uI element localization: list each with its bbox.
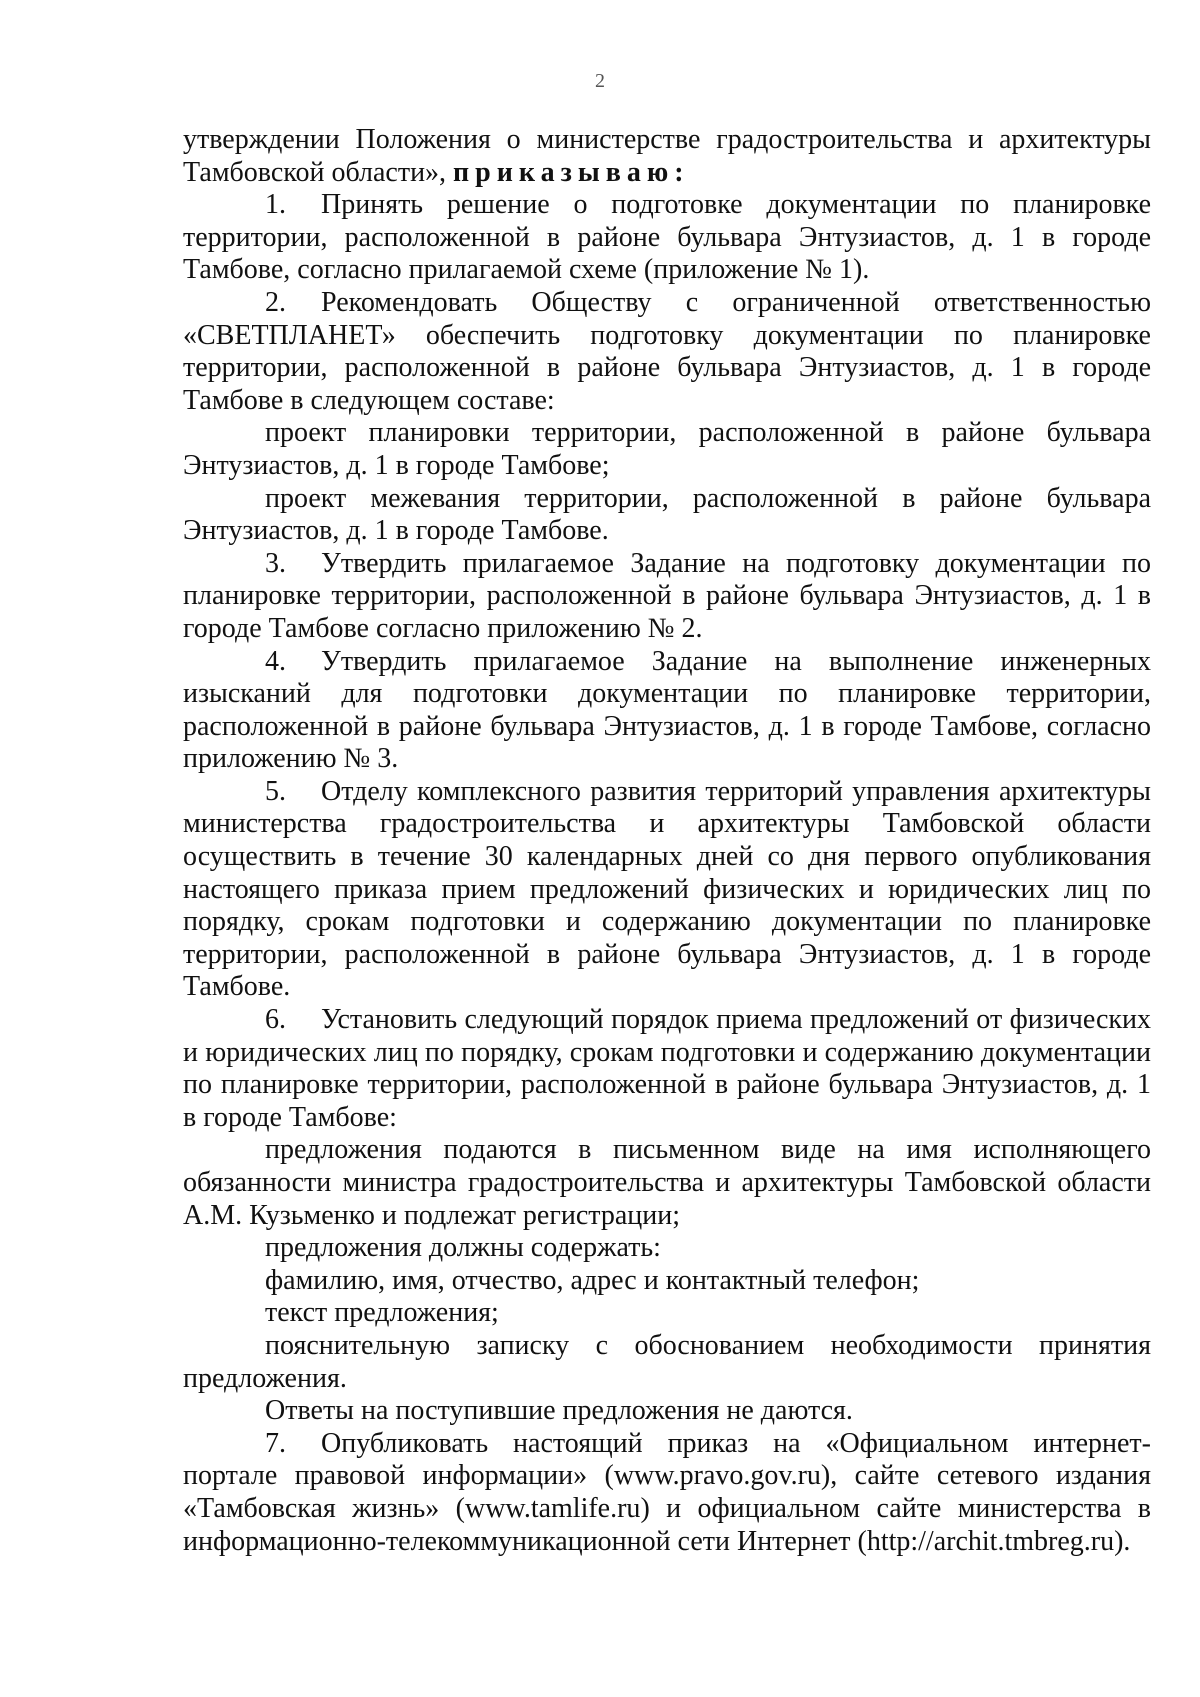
intro-paragraph [183, 124, 1151, 189]
item-6-subitem: пояснительную записку с обоснованием необходимости принятия предложения. [183, 1329, 1151, 1394]
item-text: Утвердить прилагаемое Задание на выполнение инженерных изысканий для подготовки документации по планировке территории, расположенной в районе бульвара Энтузиастов, д. 1 в городе Тамбове, согласно приложению № 3. [183, 645, 1151, 775]
intro-text: утверждении Положения о министерстве градостроительства и архитектуры Тамбовской области», [183, 124, 1151, 188]
item-6-subitem: текст предложения; [265, 1297, 499, 1329]
item-text-part: Опубликовать настоящий приказ на «Официальном интернет-портале правовой информации» ( [183, 1427, 1151, 1492]
item-number: 1. [265, 189, 286, 221]
page-number: 2 [595, 70, 605, 92]
item-6-subitem: фамилию, имя, отчество, адрес и контактный телефон; [265, 1264, 920, 1296]
item-5 [183, 776, 1151, 1004]
item-number: 3. [265, 547, 286, 579]
item-text: Утвердить прилагаемое Задание на подготовку документации по планировке территории, расположенной в районе бульвара Энтузиастов, д. 1 в городе Тамбове согласно приложению № 2. [183, 547, 1151, 644]
order-word: приказываю: [453, 156, 690, 188]
item-2 [183, 287, 1151, 417]
item-6-subitem: Ответы на поступившие предложения не даются. [265, 1395, 853, 1427]
item-text-part: ) и официальном сайте министерства в информационно-телекоммуникационной сети Интернет ( [183, 1492, 1151, 1557]
item-text: Установить следующий порядок приема предложений от физических и юридических лиц по порядку, срокам подготовки и содержанию документации по планировке территории, расположенной в районе бульвара Энтузиастов, д. 1 в городе Тамбове: [183, 1004, 1151, 1133]
item-text: Рекомендовать Обществу с ограниченной ответственностью «СВЕТПЛАНЕТ» обеспечить подготовку документации по планировке территории, расположенной в районе бульвара Энтузиастов, д. 1 в городе Тамбове в следующем составе: [183, 286, 1151, 416]
item-number: 2. [265, 286, 286, 318]
item-2-subitem: проект планировки территории, расположенной в районе бульвара Энтузиастов, д. 1 в городе Тамбове; [183, 417, 1151, 481]
item-text: Принять решение о подготовке документации по планировке территории, расположенной в районе бульвара Энтузиастов, д. 1 в городе Тамбове, согласно прилагаемой схеме (приложение № 1). [183, 189, 1151, 286]
item-6-subitem: предложения должны содержать: [265, 1232, 661, 1264]
document-body [183, 124, 1151, 1558]
item-7 [183, 1428, 1151, 1558]
archit-link: http://archit.tmbreg.ru [866, 1525, 1115, 1557]
item-text-part: ), сайте сетевого издания «Тамбовская жизнь» ( [183, 1460, 1151, 1524]
item-2-subitem: проект межевания территории, расположенной в районе бульвара Энтузиастов, д. 1 в городе Тамбове. [183, 482, 1151, 547]
item-number: 5. [265, 775, 286, 807]
item-6-subitem: предложения подаются в письменном виде на имя исполняющего обязанности министра градостроительства и архитектуры Тамбовской области А.М. Кузьменко и подлежат регистрации; [183, 1134, 1151, 1231]
item-6 [183, 1004, 1151, 1134]
item-text: Отделу комплексного развития территорий управления архитектуры министерства градостроительства и архитектуры Тамбовской области осуществить в течение 30 календарных дней со дня первого опубликования настоящего приказа прием предложений физических и юридических лиц по порядку, срокам подготовки и содержанию документации по планировке территории, расположенной в районе бульвара Энтузиастов, д. 1 в городе Тамбове. [183, 775, 1151, 1003]
item-4 [183, 646, 1151, 776]
item-number: 6. [265, 1004, 286, 1036]
item-number: 7. [265, 1427, 286, 1459]
item-text-part: ). [1114, 1525, 1131, 1557]
item-3 [183, 548, 1151, 646]
item-number: 4. [265, 645, 286, 677]
pravo-link: www.pravo.gov.ru [613, 1460, 821, 1492]
item-1 [183, 189, 1151, 287]
tamlife-link: www.tamlife.ru [464, 1492, 641, 1524]
